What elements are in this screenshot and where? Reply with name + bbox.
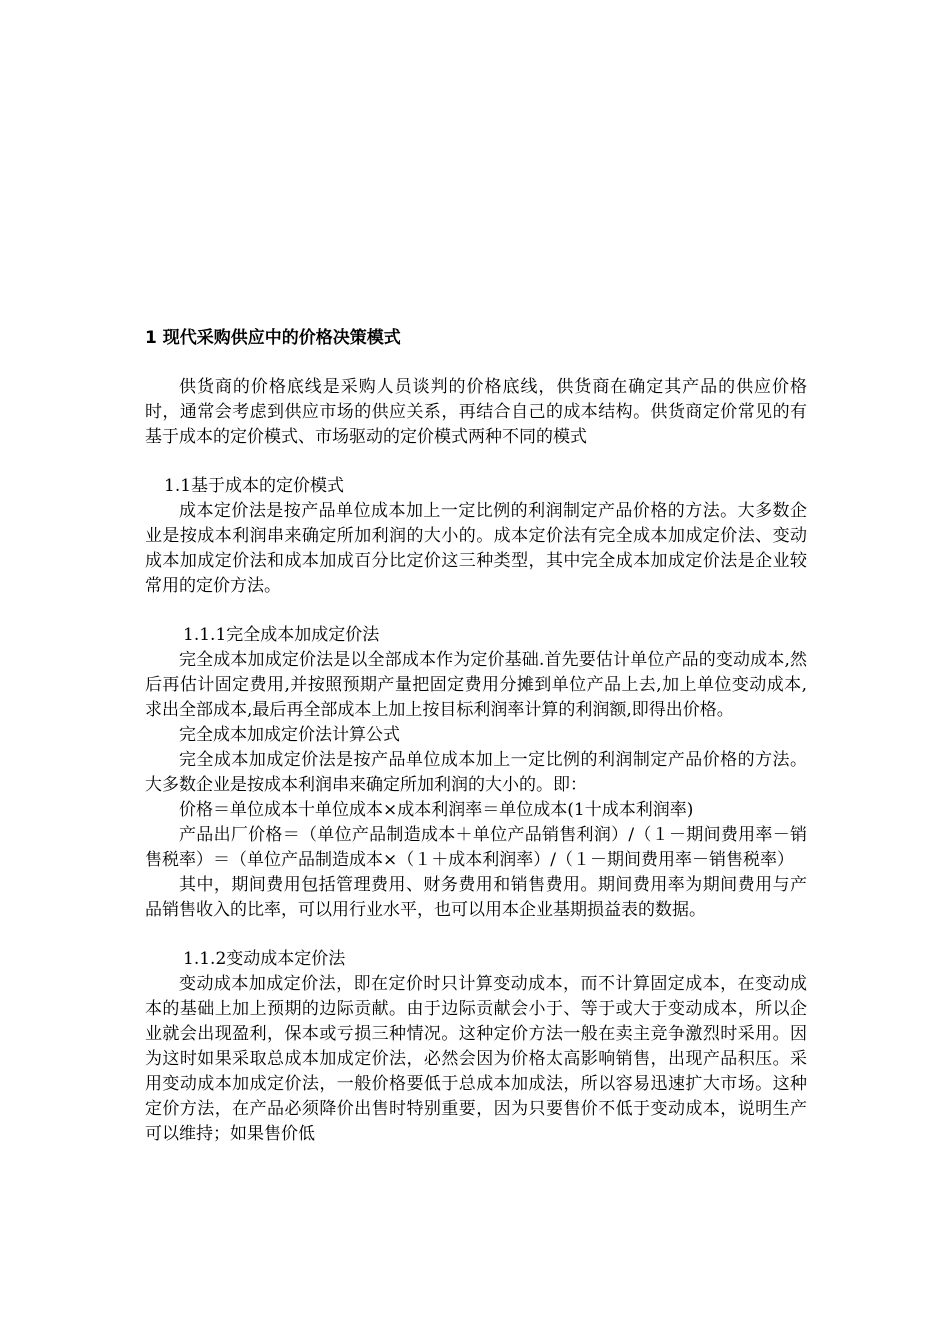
paragraph-variable-cost: 变动成本加成定价法，即在定价时只计算变动成本，而不计算固定成本，在变动成本的基础上加上预期的边际贡献。由于边际贡献会小于、等于或大于变动成本，所以企业就会出现盈利，保本或亏损三种情况。这种定价方法一般在卖主竞争激烈时采用。因为这时如果采取总成本加成定价法，必然会因为价格太高影响销售，出现产品积压。采用变动成本加成定价法，一般价格要低于总成本加成法，所以容易迅速扩大市场。这种定价方法，在产品必须降价出售时特别重要，因为只要售价不低于变动成本，说明生产可以维持；如果售价低: [145, 974, 807, 1144]
subsection-paragraph-1-1: 成本定价法是按产品单位成本加上一定比例的利润制定产品价格的方法。大多数企业是按成本利润串来确定所加利润的大小的。成本定价法有完全成本加成定价法、变动成本加成定价法和成本加成百分比定价这三种类型，其中完全成本加成定价法是企业较常用的定价方法。: [145, 501, 807, 596]
subsection-title-1-1-2: 1.1.2变动成本定价法: [183, 949, 346, 969]
formula-factory-price: 产品出厂价格＝（单位产品制造成本＋单位产品销售利润）/（１－期间费用率－销售税率）＝（单位产品制造成本×（１＋成本利润率）/（１－期间费用率－销售税率）: [145, 825, 807, 870]
paragraph-period-expense: 其中，期间费用包括管理费用、财务费用和销售费用。期间费用率为期间费用与产品销售收入的比率，可以用行业水平，也可以用本企业基期损益表的数据。: [145, 875, 807, 920]
paragraph-full-cost-definition: 完全成本加成定价法是以全部成本作为定价基础.首先要估计单位产品的变动成本,然后再估计固定费用,并按照预期产量把固定费用分摊到单位产品上去,加上单位变动成本,求出全部成本,最后再全部成本上加上按目标利润率计算的利润额,即得出价格。: [145, 650, 807, 720]
spacer: [145, 923, 807, 947]
intro-paragraph: 供货商的价格底线是采购人员谈判的价格底线，供货商在确定其产品的供应价格时，通常会考虑到供应市场的供应关系，再结合自己的成本结构。供货商定价常见的有基于成本的定价模式、市场驱动的定价模式两种不同的模式: [145, 377, 807, 447]
subsection-title-1-1: 1.1基于成本的定价模式: [164, 476, 345, 496]
spacer: [145, 450, 807, 474]
spacer: [145, 599, 807, 623]
subsection-title-1-1-1: 1.1.1完全成本加成定价法: [183, 625, 380, 645]
formula-price: 价格＝单位成本十单位成本×成本利润率＝单位成本(1十成本利润率): [179, 800, 694, 820]
paragraph-formula-intro: 完全成本加成定价法是按产品单位成本加上一定比例的利润制定产品价格的方法。大多数企业是按成本利润串来确定所加利润的大小的。即：: [145, 750, 807, 795]
section-heading: 1 现代采购供应中的价格决策模式: [145, 328, 401, 348]
document-body: [145, 325, 807, 1147]
paragraph-formula-heading: 完全成本加成定价法计算公式: [179, 725, 400, 745]
